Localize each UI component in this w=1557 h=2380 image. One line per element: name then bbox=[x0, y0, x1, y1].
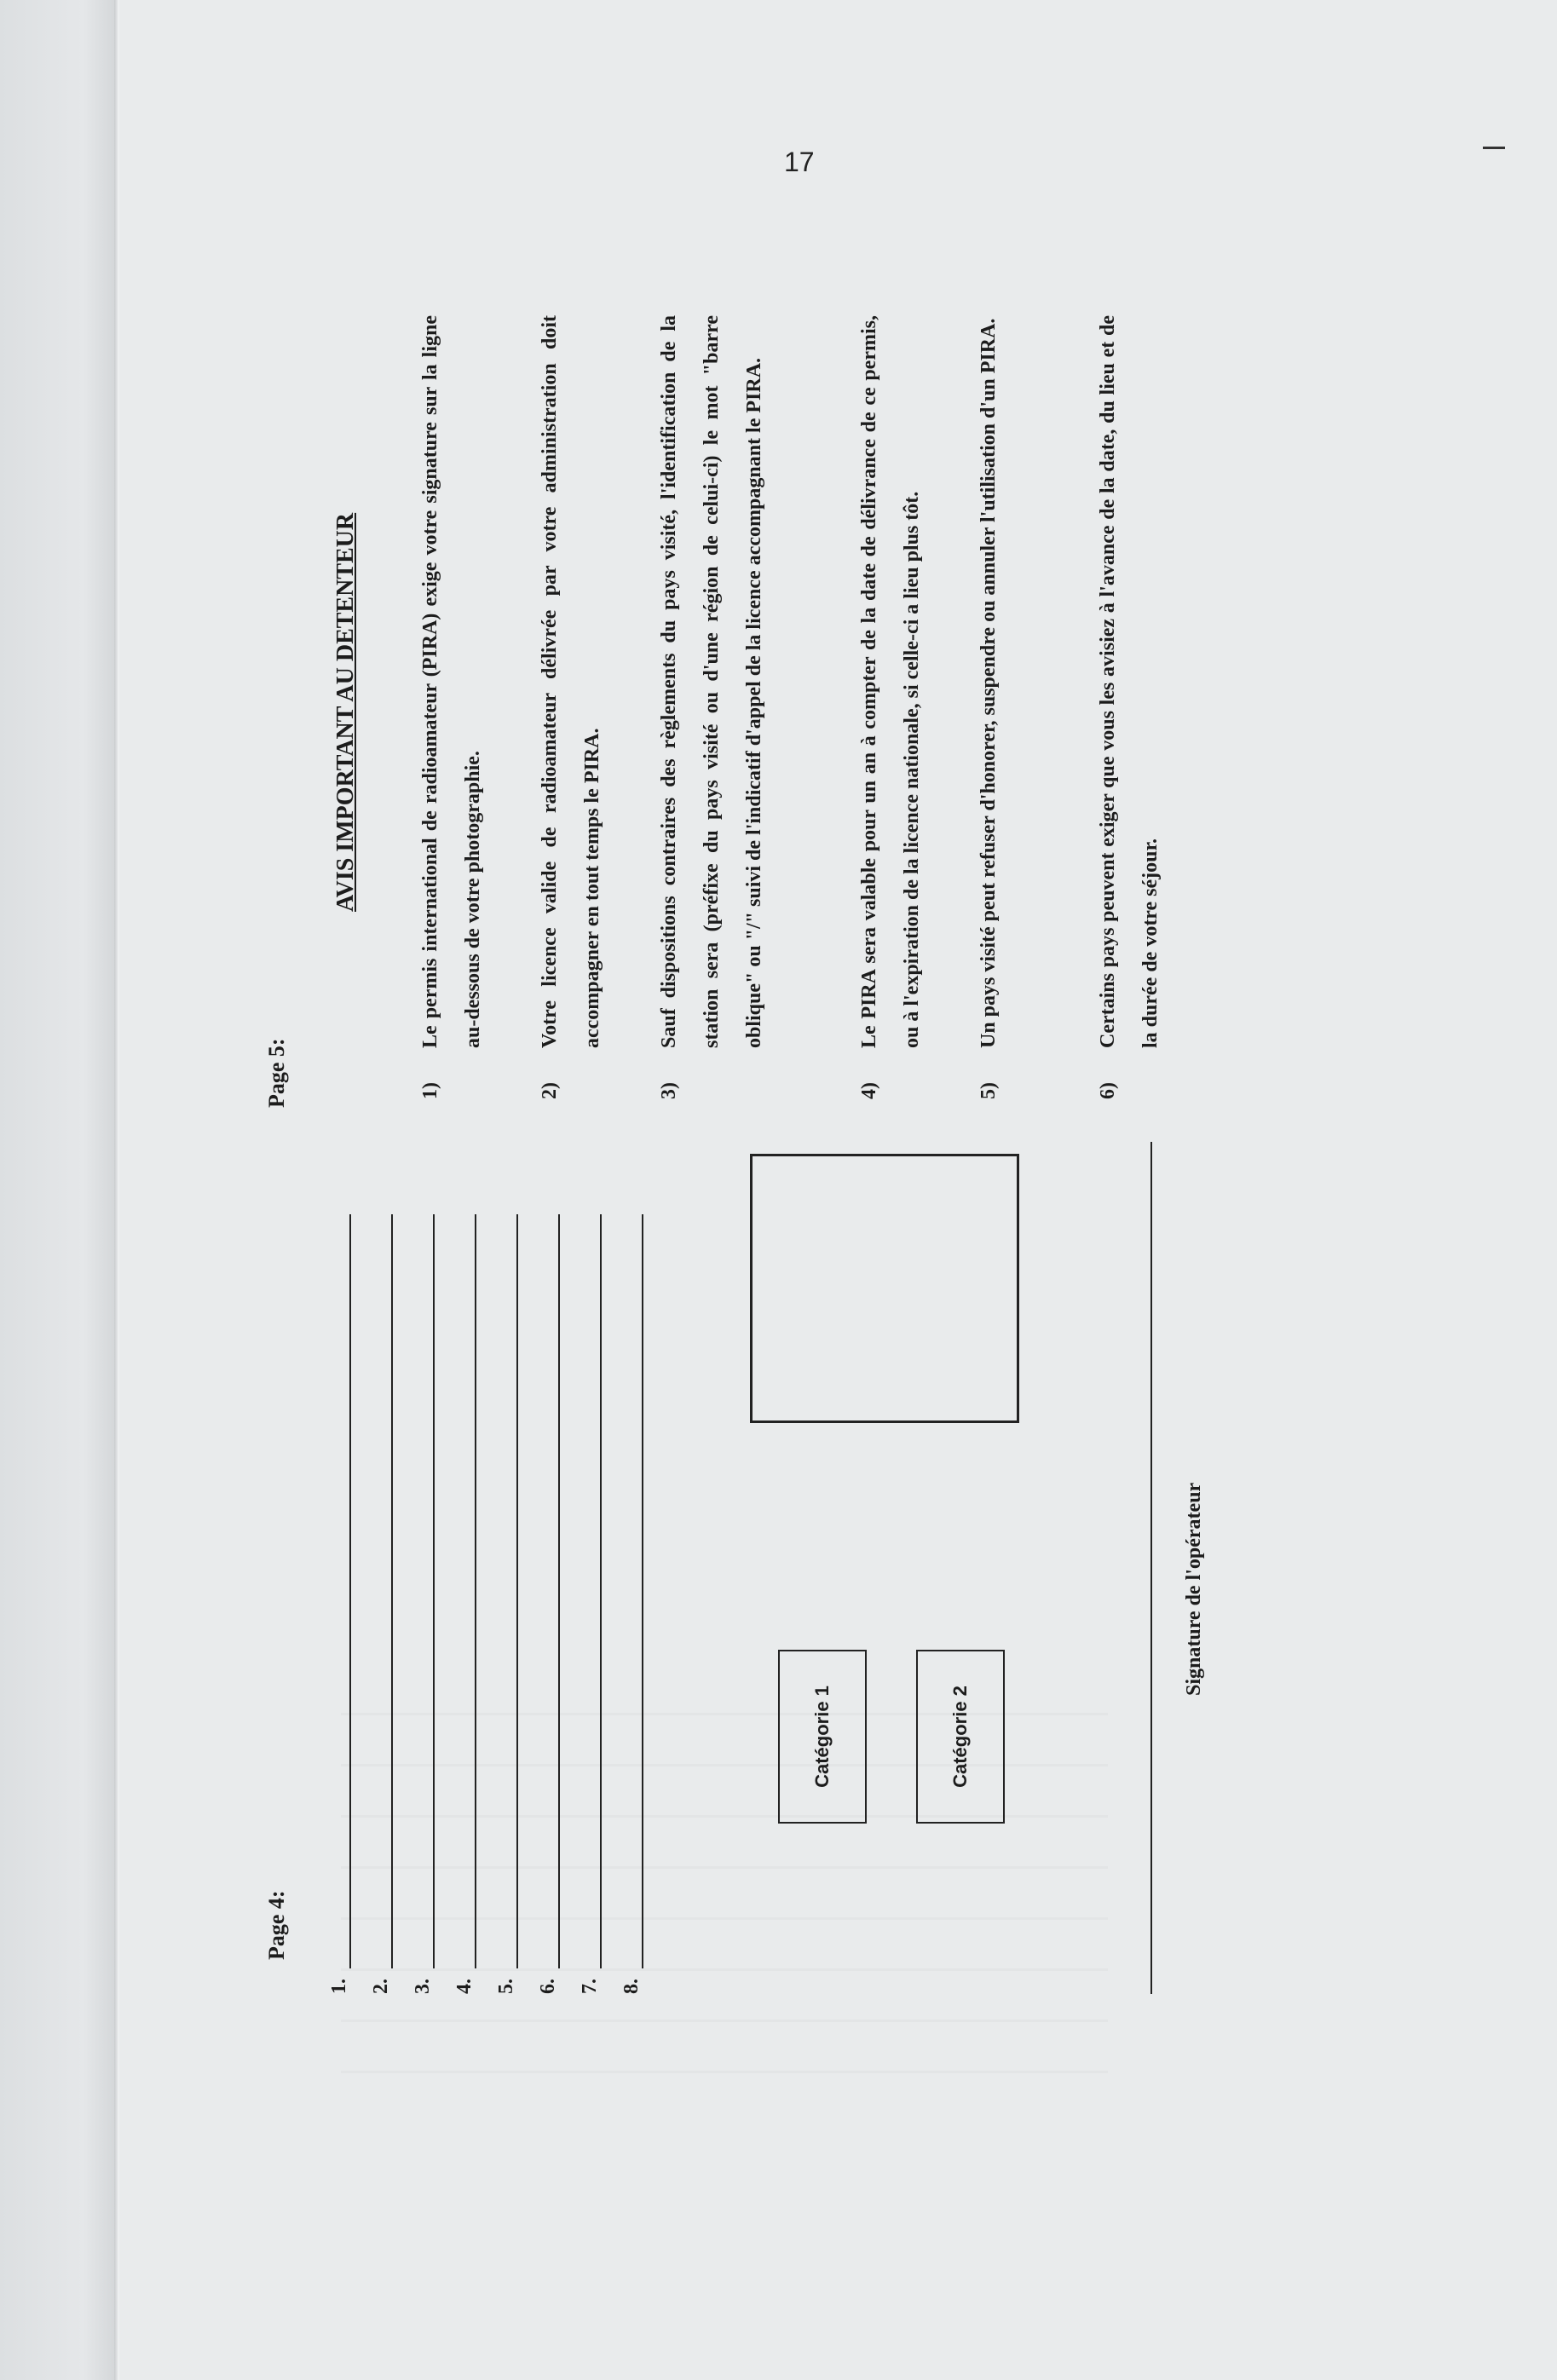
notice-item-number: 6) bbox=[1097, 1082, 1119, 1099]
notice-item-number: 1) bbox=[419, 1082, 441, 1099]
notice-item-4 bbox=[848, 315, 933, 1099]
notice-item-text: Un pays visité peut refuser d'honorer, suspendre ou annuler l'utilisation d'un PIRA. bbox=[977, 318, 1000, 1048]
notice-item-text: Certains pays peuvent exiger que vous les avisiez à l'avance de la date, du lieu et de la durée de votre séjour. bbox=[1097, 315, 1162, 1048]
page4-label: Page 4: bbox=[264, 1890, 289, 1960]
photo-box bbox=[750, 1154, 1019, 1423]
page-binding-edge bbox=[114, 0, 119, 2380]
page5-label: Page 5: bbox=[264, 1038, 289, 1108]
numbered-line-1 bbox=[317, 1142, 351, 1994]
line-number: 2. bbox=[370, 1979, 392, 1994]
notice-item-text: Votre licence valide de radioamateur délivrée par votre administration doit accompagner en tout temps le PIRA. bbox=[539, 315, 603, 1048]
line-number: 4. bbox=[453, 1979, 476, 1994]
numbered-line-4 bbox=[442, 1142, 476, 1994]
notice-item-number: 3) bbox=[658, 1082, 680, 1099]
signature-label: Signature de l'opérateur bbox=[1183, 1482, 1205, 1696]
notice-item-1 bbox=[409, 315, 494, 1099]
notice-item-text: Le permis international de radioamateur (PIRA) exige votre signature sur la ligne au-dessous de votre photographie. bbox=[419, 315, 484, 1048]
rotated-form-pages bbox=[239, 290, 1219, 1994]
numbered-line-2 bbox=[359, 1142, 393, 1994]
notice-item-text: Le PIRA sera valable pour un an à compter de la date de délivrance de ce permis, ou à l'expiration de la licence nationale, si celle-ci a lieu plus tôt. bbox=[858, 315, 923, 1048]
page-binding-shadow bbox=[0, 0, 119, 2380]
numbered-line-7 bbox=[568, 1142, 602, 1994]
corner-mark bbox=[1483, 147, 1505, 149]
numbered-line-3 bbox=[401, 1142, 435, 1994]
notice-item-5 bbox=[967, 315, 1010, 1099]
numbered-line-8 bbox=[609, 1142, 643, 1994]
notice-item-6 bbox=[1087, 315, 1172, 1099]
line-number: 6. bbox=[537, 1979, 559, 1994]
notice-title: AVIS IMPORTANT AU DETENTEUR bbox=[332, 512, 359, 912]
signature-line bbox=[1150, 1142, 1152, 1994]
category-1-box: Catégorie 1 bbox=[778, 1650, 867, 1824]
category-2-box: Catégorie 2 bbox=[916, 1650, 1005, 1824]
notice-item-number: 5) bbox=[977, 1082, 1000, 1099]
page-number: 17 bbox=[784, 147, 815, 177]
line-number: 7. bbox=[579, 1979, 601, 1994]
line-number: 3. bbox=[412, 1979, 434, 1994]
line-number: 1. bbox=[328, 1979, 350, 1994]
numbered-line-5 bbox=[484, 1142, 518, 1994]
notice-item-2 bbox=[528, 315, 614, 1099]
line-number: 8. bbox=[620, 1979, 643, 1994]
notice-item-number: 4) bbox=[858, 1082, 880, 1099]
numbered-line-6 bbox=[526, 1142, 560, 1994]
notice-item-text: Sauf dispositions contraires des règlements du pays visité, l'identification de la station sera (préfixe du pays visité ou d'une région de celui-ci) le mot "barre oblique" ou "/" suivi de l'indicatif d'appel de la licence accompagnant le PIRA. bbox=[658, 315, 765, 1048]
notice-item-number: 2) bbox=[539, 1082, 561, 1099]
notice-item-3 bbox=[648, 315, 776, 1099]
line-number: 5. bbox=[495, 1979, 517, 1994]
